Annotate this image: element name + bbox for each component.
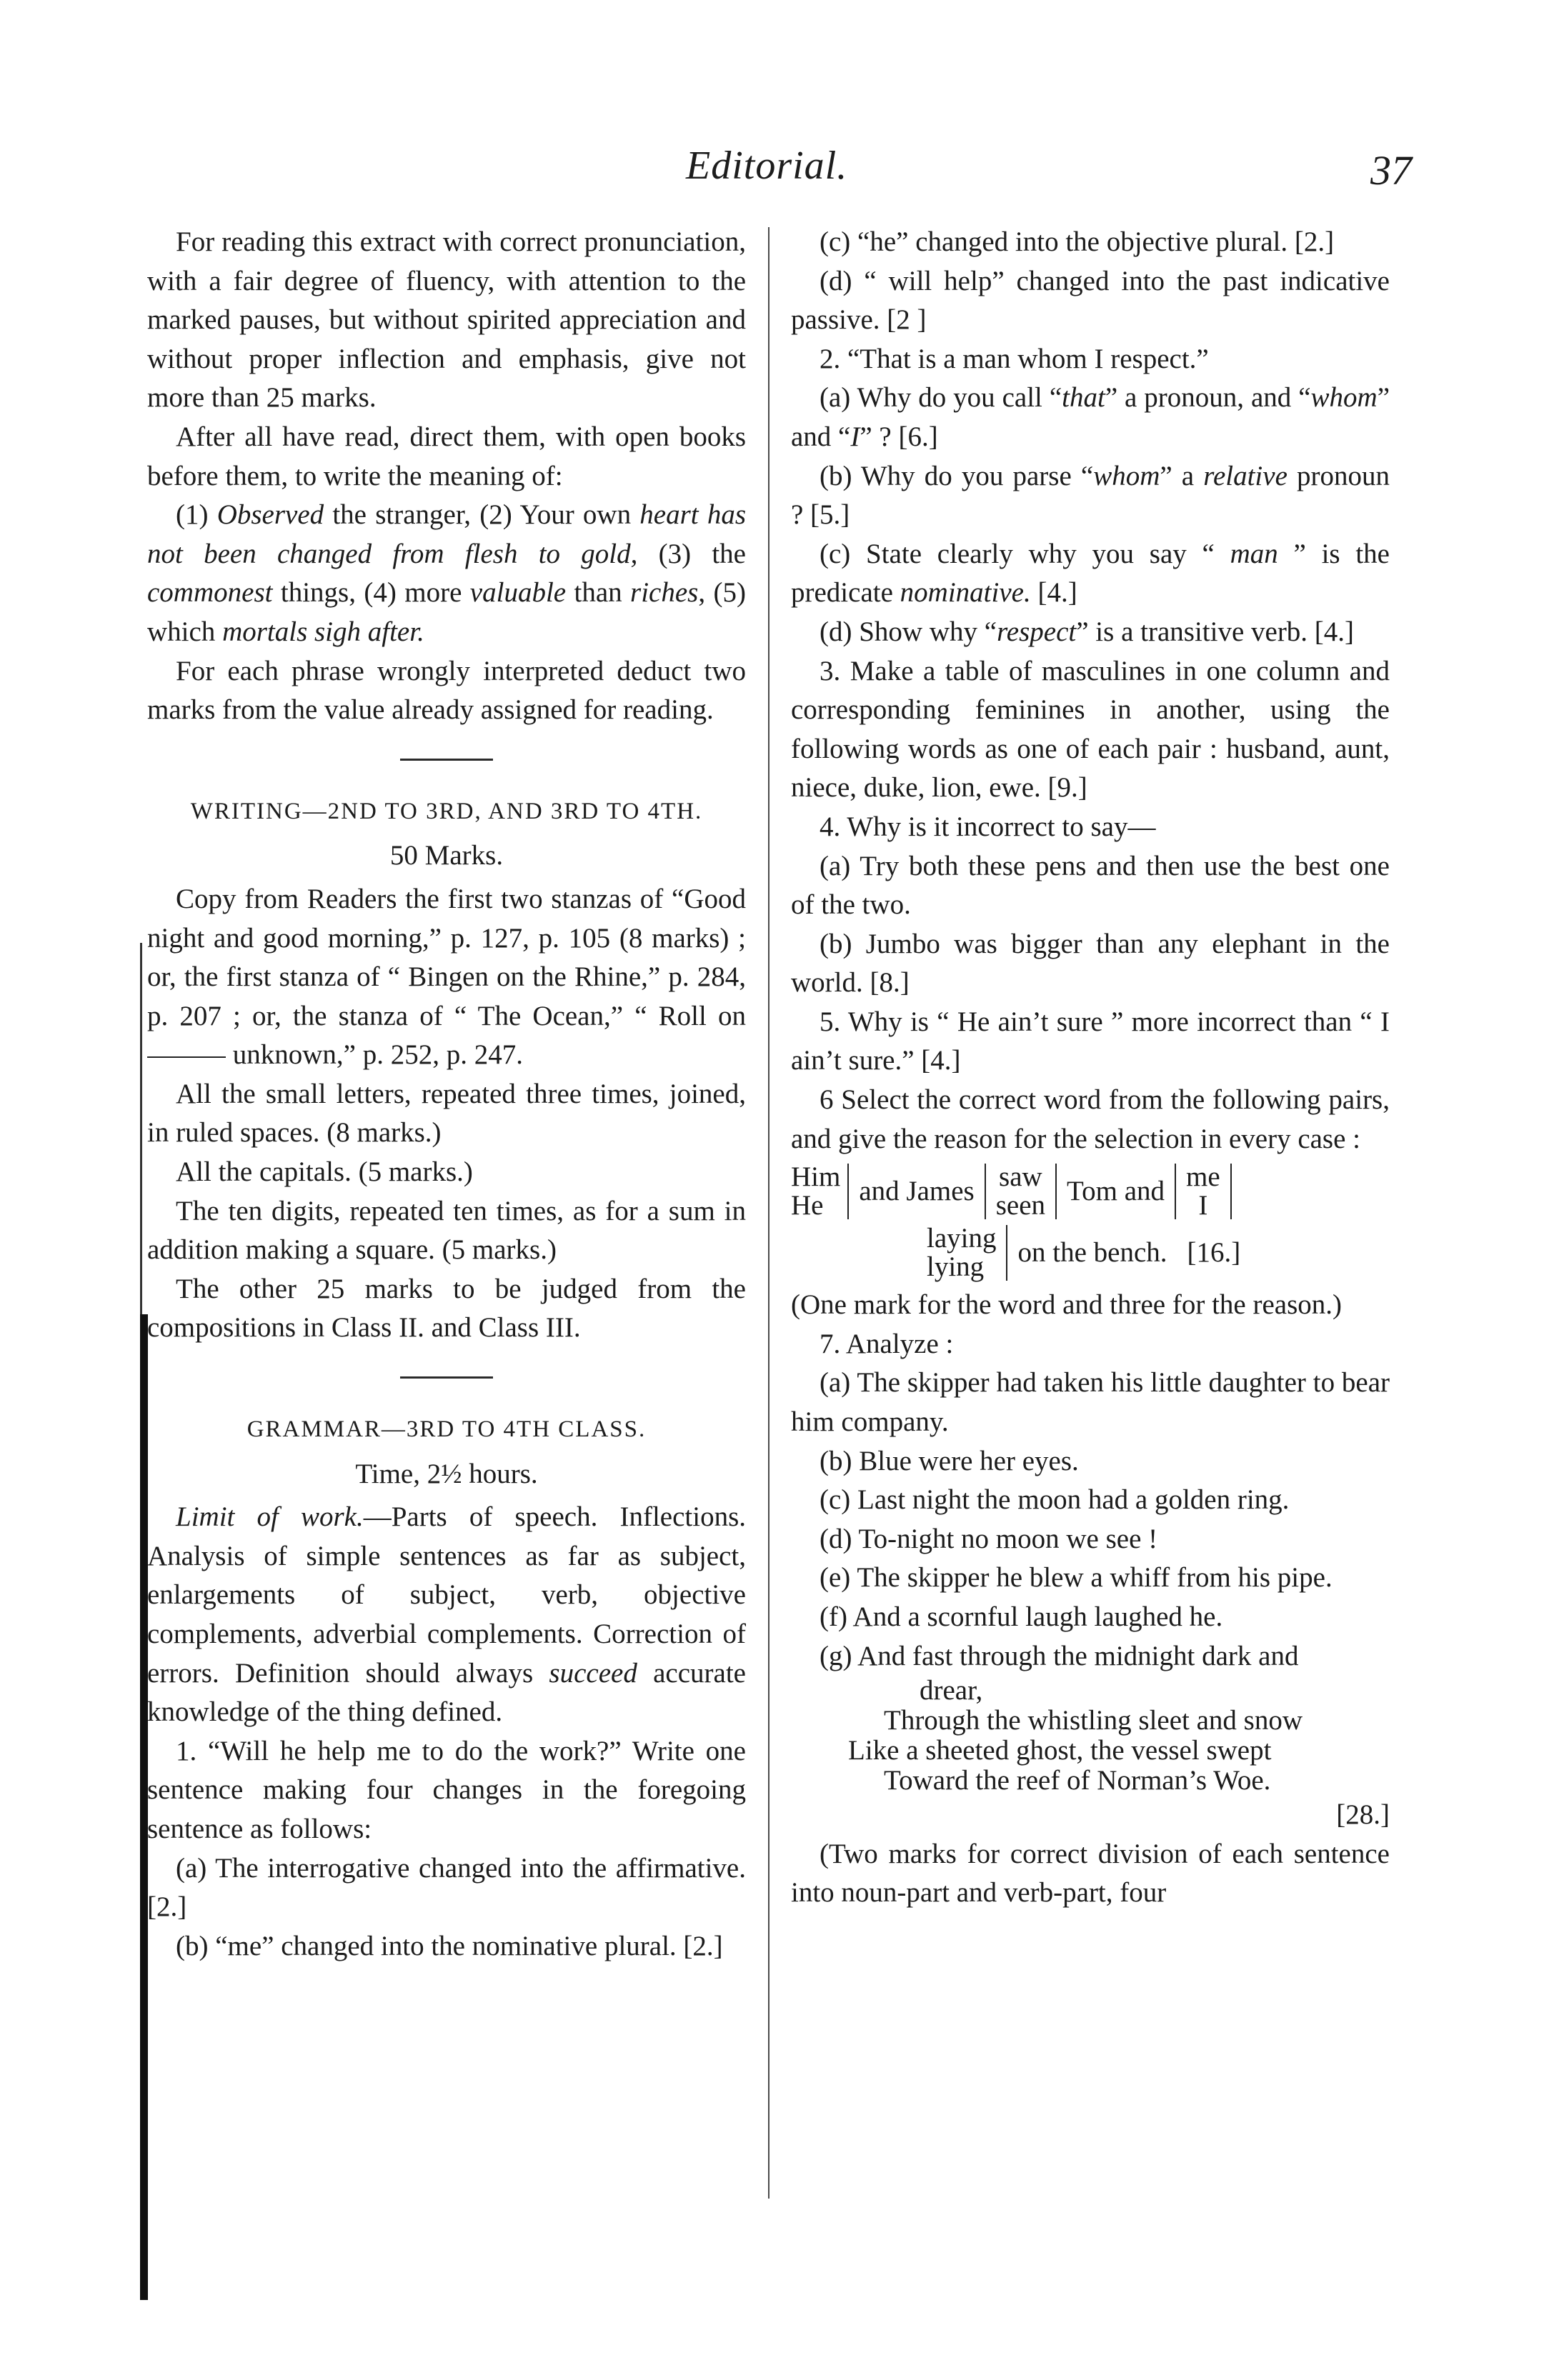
verse-line: Toward the reef of Norman’s Woe.: [884, 1765, 1271, 1796]
question-part: [791, 535, 1390, 613]
italic-run: heart has not been changed from flesh to gold,: [147, 499, 746, 569]
page-number: 37: [1370, 147, 1412, 194]
bracket-bar: [1230, 1164, 1232, 1219]
italic-run: man: [1230, 538, 1278, 569]
word-choice-table: [791, 1163, 1390, 1220]
text-run: ” is a transitive verb. [4.]: [1076, 616, 1355, 647]
text-run: ” a: [1160, 460, 1204, 491]
choice-word: laying: [927, 1223, 997, 1254]
paragraph: After all have read, direct them, with open books before them, to write the meaning of:: [147, 421, 746, 491]
question-part: (e) The skipper he blew a whiff from his pipe.: [820, 1562, 1333, 1594]
question-part: (b) Jumbo was bigger than any elephant in the world. [8.]: [791, 928, 1390, 999]
note: (Two marks for correct division of each sentence into noun-part and verb-part, four: [791, 1838, 1390, 1909]
choice-word: I: [1198, 1190, 1208, 1221]
marks-value: [16.]: [1187, 1237, 1241, 1269]
paragraph: [147, 496, 746, 651]
text-run: (1): [176, 499, 217, 531]
section-separator: [400, 759, 493, 761]
verse-line: Through the whistling sleet and snow: [884, 1705, 1303, 1736]
text-run: ” is the predicate: [791, 538, 1390, 609]
question-part: (c) Last night the moon had a golden ring.: [820, 1484, 1290, 1516]
italic-run: commonest: [147, 577, 273, 609]
text-run: (a) Why do you call “: [820, 382, 1062, 414]
word-choice-table-2: [791, 1224, 1390, 1281]
question: 5. Why is “ He ain’t sure ” more incorrect than “ I ain’t sure.” [4.]: [791, 1006, 1390, 1076]
choice-word: lying: [927, 1251, 985, 1283]
choice-laying-lying: [927, 1224, 996, 1281]
italic-run: Observed: [216, 499, 324, 531]
text-run: ” a pronoun, and “: [1105, 382, 1311, 414]
question-part: [791, 379, 1390, 456]
italic-run: Limit of work.: [176, 1501, 364, 1533]
italic-run: respect: [997, 616, 1077, 647]
paragraph: The ten digits, repeated ten times, as for a sum in addition making a square. (5 marks.): [147, 1195, 746, 1266]
italic-run: whom: [1093, 460, 1160, 491]
text-run: the stranger, (2) Your own: [324, 499, 640, 531]
question-part: (b) Blue were her eyes.: [820, 1445, 1079, 1476]
question: 7. Analyze :: [820, 1328, 954, 1359]
choice-text: and James: [859, 1176, 975, 1207]
italic-run: whom: [1310, 382, 1378, 414]
choice-saw-seen: [986, 1163, 1055, 1220]
running-title: Editorial.: [686, 144, 848, 188]
italic-run: relative: [1203, 460, 1288, 491]
question-part: (a) The interrogative changed into the affirmative. [2.]: [147, 1852, 746, 1923]
italic-run: I: [850, 421, 860, 452]
question-part: [791, 457, 1390, 535]
text-run: —Parts of speech. Inflections. Analysis of simple sentences as far as subject, enlargements of subject, verb, objective complements, adverbial complements. Correction of errors. Definition should always: [147, 1501, 746, 1689]
italic-run: mortals sigh after.: [222, 616, 424, 647]
choice-text: Tom and: [1067, 1176, 1165, 1207]
question-part: (d) To-night no moon we see !: [820, 1523, 1158, 1554]
section-heading-grammar: GRAMMAR—3RD TO 4TH CLASS.: [246, 1416, 647, 1443]
paragraph: All the capitals. (5 marks.): [176, 1156, 473, 1188]
text-run: things, (4) more: [272, 577, 470, 609]
choice-him-he: [791, 1163, 840, 1220]
left-column: [147, 223, 746, 1966]
text-run: unknown,” p. 252, p. 247.: [232, 1039, 523, 1071]
text-run: (b) Why do you parse “: [820, 460, 1094, 491]
question: 2. “That is a man whom I respect.”: [820, 343, 1209, 374]
text-run: (c) State clearly why you say “: [820, 538, 1230, 569]
italic-run: valuable: [469, 577, 567, 609]
question-part: (d) “ will help” changed into the past indicative passive. [2 ]: [791, 265, 1390, 336]
column-divider: [768, 227, 769, 2199]
choice-word: He: [791, 1190, 824, 1221]
question-part: (c) “he” changed into the objective plural. [2.]: [820, 226, 1335, 257]
choice-word: seen: [995, 1190, 1046, 1221]
text-run: (d) Show why “: [820, 616, 997, 647]
text-run: (3) the: [637, 538, 746, 569]
question: 1. “Will he help me to do the work?” Write one sentence making four changes in the foregoing sentence as follows:: [147, 1735, 746, 1844]
verse-line: Like a sheeted ghost, the vessel swept: [848, 1735, 1272, 1766]
section-marks: 50 Marks.: [389, 840, 504, 871]
choice-word: Him: [791, 1161, 841, 1193]
binding-shadow: [140, 943, 142, 1314]
right-column: [791, 223, 1390, 1913]
question: 4. Why is it incorrect to say—: [820, 811, 1156, 842]
question-part: (f) And a scornful laugh laughed he.: [820, 1601, 1223, 1632]
question-part: [791, 613, 1390, 652]
section-time: Time, 2½ hours.: [355, 1458, 538, 1489]
text-run: Copy from Readers the first two stanzas of “Good night and good morning,” p. 127, p. 105 (8 marks) ; or, the first stanza of “ Bingen on the Rhine,” p. 284, p. 207 ; or, the stanza of “ The Ocean,” “ Roll on: [147, 883, 746, 1031]
question-part: (a) Try both these pens and then use the best one of the two.: [791, 850, 1390, 921]
paragraph: All the small letters, repeated three times, joined, in ruled spaces. (8 marks.): [147, 1078, 746, 1149]
question: 3. Make a table of masculines in one column and corresponding feminines in another, using the following words as one of each pair : husband, aunt, niece, duke, lion, ewe. [9.]: [791, 655, 1390, 804]
paragraph: [147, 1498, 746, 1732]
text-run: accurate knowledge of the thing defined.: [147, 1657, 746, 1728]
choice-text: on the bench.: [1017, 1237, 1167, 1269]
text-run: pronoun ? [5.]: [791, 460, 1390, 531]
question-part: (a) The skipper had taken his little daughter to bear him company.: [791, 1367, 1390, 1438]
marks-value: [28.]: [1336, 1799, 1390, 1831]
text-run: ” and “: [791, 382, 1390, 452]
note: (One mark for the word and three for the reason.): [791, 1289, 1343, 1321]
text-run: than: [566, 577, 631, 609]
italic-run: succeed: [549, 1657, 637, 1689]
verse-line: drear,: [920, 1675, 983, 1706]
italic-run: that: [1062, 382, 1105, 414]
paragraph: For reading this extract with correct pronunciation, with a fair degree of fluency, with attention to the marked pauses, but without spirited appreciation and without proper inflection and emphasis, give not more than 25 marks.: [147, 226, 746, 414]
italic-run: nominative.: [900, 577, 1031, 609]
choice-word: saw: [999, 1161, 1042, 1193]
question-part: (g) And fast through the midnight dark and: [820, 1640, 1299, 1671]
question: 6 Select the correct word from the following pairs, and give the reason for the selection in every case :: [791, 1084, 1390, 1154]
section-separator: [400, 1376, 493, 1379]
dash-rule: [147, 1056, 226, 1058]
italic-run: riches: [630, 577, 699, 609]
paragraph: For each phrase wrongly interpreted deduct two marks from the value already assigned for reading.: [147, 655, 746, 726]
section-heading-writing: WRITING—2ND TO 3RD, AND 3RD TO 4TH.: [190, 798, 703, 824]
paragraph: The other 25 marks to be judged from the compositions in Class II. and Class III.: [147, 1273, 746, 1344]
question-part: (b) “me” changed into the nominative plural. [2.]: [176, 1930, 723, 1961]
choice-me-i: [1176, 1163, 1230, 1220]
text-run: ” ? [6.]: [860, 421, 938, 452]
text-run: [4.]: [1030, 577, 1077, 609]
paragraph: [147, 880, 746, 1075]
text-run: , (5) which: [147, 577, 746, 647]
choice-word: me: [1186, 1161, 1220, 1193]
